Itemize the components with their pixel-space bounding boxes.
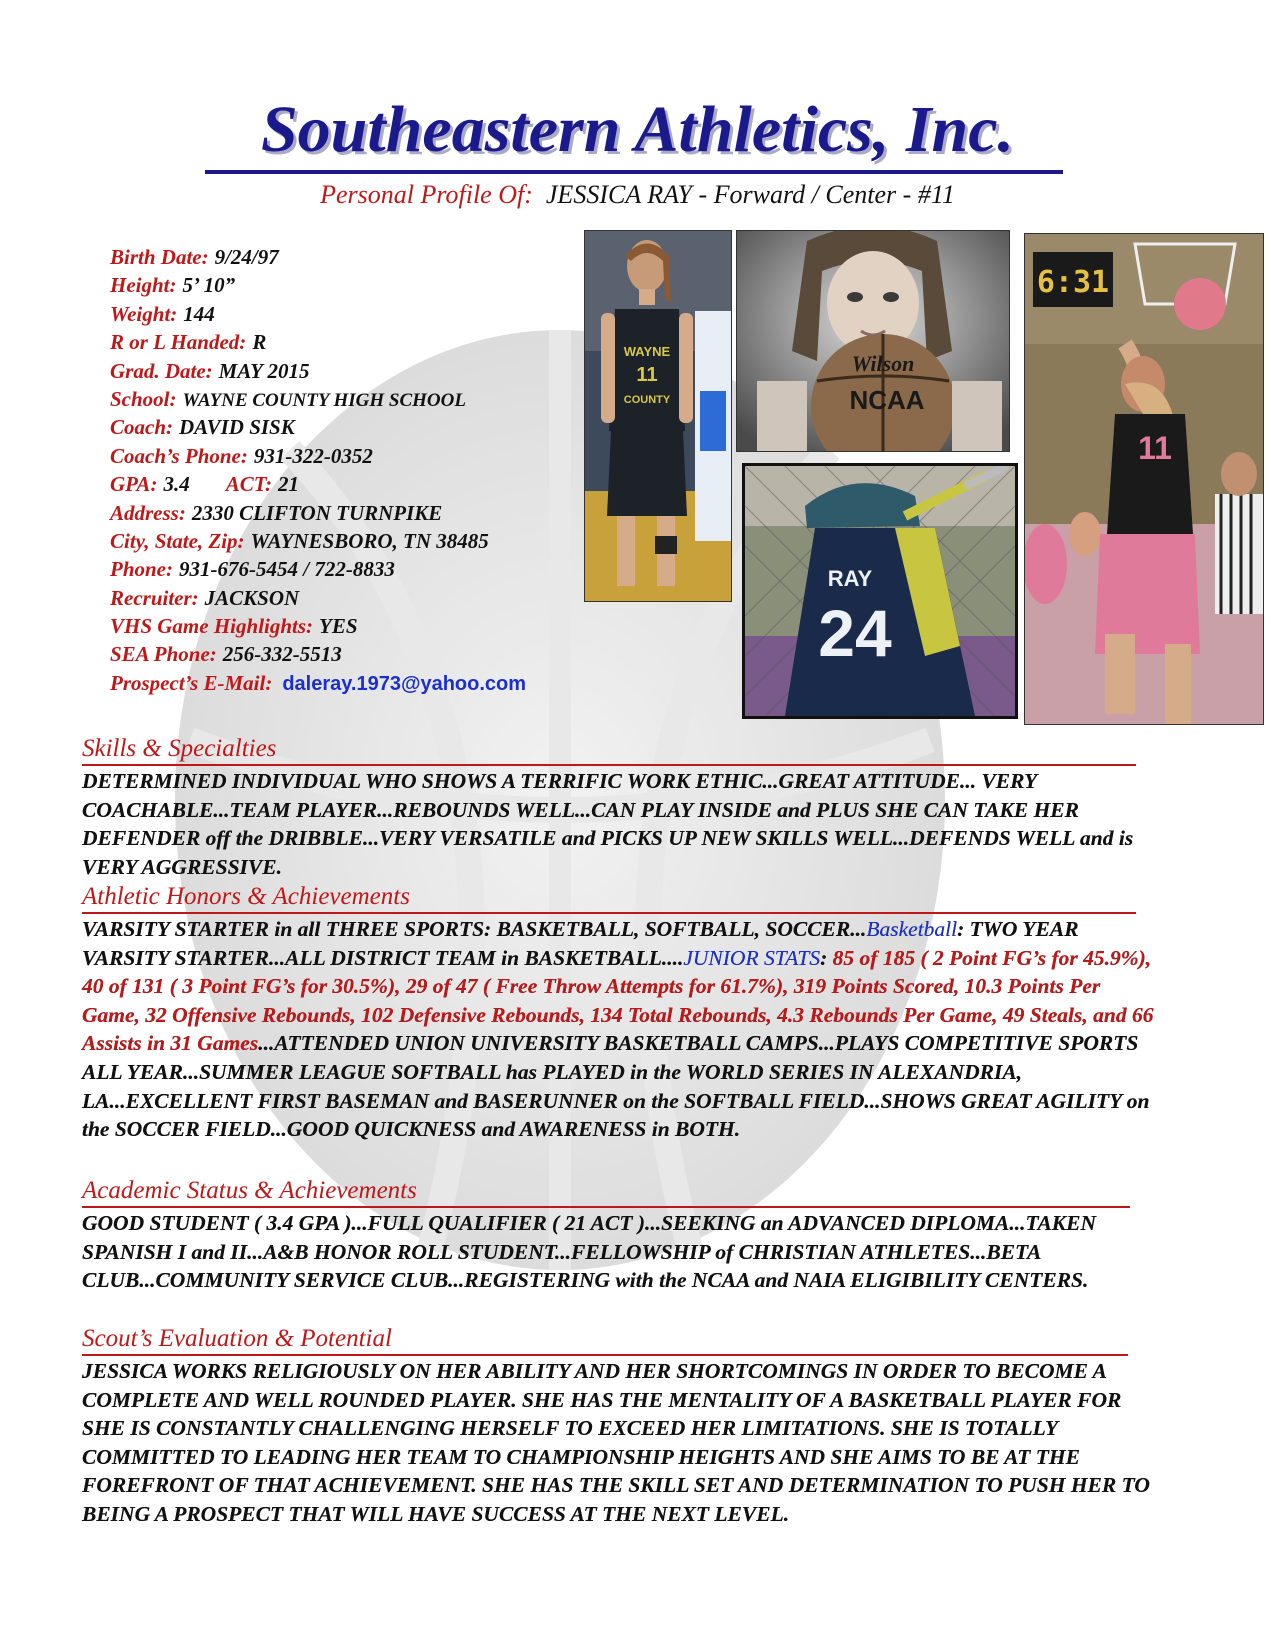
athletic-stats: 85 of 185 ( 2 Point FG’s for 45.9%), 40 of 131 ( 3 Point FG’s for 30.5%), 29 of 47 ( Free Throw Attempts for 61.7%), 319 Points Scored, 10.3 Points Per Game, 32 Offensive Rebounds, 102 Defensive Rebounds, 134 Total Rebounds, 4.3 Rebounds Per Game, 49 Steals, and 66 Assists in 31 Games [82, 945, 1154, 1056]
city-label: City, State, Zip: [110, 528, 245, 553]
birth-date-value: 9/24/97 [214, 245, 279, 269]
photo-basketball-standing [584, 230, 732, 602]
recruiter-value: JACKSON [204, 585, 300, 610]
grad-date-label: Grad. Date: [110, 358, 213, 383]
ball-ncaa-text: NCAA [849, 385, 925, 415]
profile-info [110, 243, 590, 697]
handed-label: R or L Handed: [110, 330, 247, 355]
title-underline [205, 170, 1063, 174]
gpa-act-row [110, 470, 590, 498]
skills-heading: Skills & Specialties [82, 735, 277, 762]
softball-number-text: 24 [818, 596, 892, 670]
city-row [110, 527, 590, 555]
phone-label: Phone: [110, 557, 173, 582]
athletic-basketball: Basketball [866, 917, 958, 941]
subtitle-value: JESSICA RAY - Forward / Center - #11 [545, 180, 955, 209]
athletic-rule [82, 912, 1136, 914]
email-label: Prospect’s E-Mail: [110, 670, 273, 695]
birth-date-label: Birth Date: [110, 245, 209, 269]
profile-subtitle [0, 180, 1275, 210]
height-label: Height: [110, 273, 177, 298]
phone-row [110, 555, 590, 583]
coach-value: DAVID SISK [179, 415, 295, 440]
school-label: School: [110, 386, 177, 411]
sea-phone-label: SEA Phone: [110, 642, 217, 667]
scout-text: JESSICA WORKS RELIGIOUSLY ON HER ABILITY AND HER SHORTCOMINGS IN ORDER TO BECOME A COMPLETE AND WELL ROUNDED PLAYER. SHE HAS THE MENTALITY OF A BASKETBALL PLAYER FOR SHE IS CONSTANTLY CHALLENGING HERSELF TO EXCEED HER LIMITATIONS. SHE IS TOTALLY COMMITTED TO LEADING HER TEAM TO CHAMPIONSHIP HEIGHTS AND SHE AIMS TO BE AT THE FOREFRONT OF THAT ACHIEVEMENT. SHE HAS THE SKILL SET AND DETERMINATION TO PUSH HER TO BEING A PROSPECT THAT WILL HAVE SUCCESS AT THE NEXT LEVEL. [82, 1359, 1150, 1526]
athletic-text-2: : TWO YEAR VARSITY STARTER...ALL DISTRICT TEAM in BASKETBALL.... [82, 917, 1079, 970]
grad-date-value: MAY 2015 [218, 358, 310, 383]
jersey-text-wayne: WAYNE [623, 344, 671, 359]
photo-basketball-layup [1024, 233, 1264, 725]
coach-phone-row [110, 442, 590, 470]
address-value: 2330 CLIFTON TURNPIKE [191, 500, 443, 525]
school-value: WAYNE COUNTY HIGH SCHOOL [182, 389, 466, 411]
weight-label: Weight: [110, 301, 178, 326]
page-title: Southeastern Athletics, Inc. [260, 93, 1015, 166]
recruiter-label: Recruiter: [110, 585, 199, 610]
coach-phone-label: Coach’s Phone: [110, 443, 248, 468]
act-value: 21 [277, 472, 299, 497]
skills-text: DETERMINED INDIVIDUAL WHO SHOWS A TERRIFIC WORK ETHIC...GREAT ATTITUDE... VERY COACHABLE...TEAM PLAYER...REBOUNDS WELL...CAN PLAY INSIDE and PLUS SHE CAN TAKE HER DEFENDER off the DRIBBLE...VERY VERSATILE and PICKS UP NEW SKILLS WELL...DEFENDS WELL and is VERY AGGRESSIVE. [82, 769, 1134, 879]
photo-portrait-ball [736, 230, 1010, 452]
scoreboard-time: 6:31 [1036, 265, 1110, 300]
jersey-text-county: COUNTY [623, 394, 671, 406]
athletic-heading: Athletic Honors & Achievements [82, 883, 410, 910]
city-value: WAYNESBORO, TN 38485 [250, 528, 489, 553]
height-row [110, 271, 590, 299]
softball-name-text: RAY [827, 566, 873, 591]
act-label: ACT: [225, 472, 272, 497]
address-row [110, 499, 590, 527]
academic-text: GOOD STUDENT ( 3.4 GPA )...FULL QUALIFIER ( 21 ACT )...SEEKING an ADVANCED DIPLOMA...TAKEN SPANISH I and II...A&B HONOR ROLL STUDENT...FELLOWSHIP of CHRISTIAN ATHLETES...BETA CLUB...COMMUNITY SERVICE CLUB...REGISTERING with the NCAA and NAIA ELIGIBILITY CENTERS. [82, 1211, 1096, 1293]
school-row [110, 385, 590, 413]
vhs-value: YES [319, 614, 358, 639]
ball-brand-text: Wilson [851, 351, 915, 376]
photo-softball-batter [742, 463, 1018, 719]
athletic-text-3: ...ATTENDED UNION UNIVERSITY BASKETBALL CAMPS...PLAYS COMPETITIVE SPORTS ALL YEAR...SUMMER LEAGUE SOFTBALL has PLAYED in the WORLD SERIES IN ALEXANDRIA, LA...EXCELLENT FIRST BASEMAN and BASERUNNER on the SOFTBALL FIELD...SHOWS GREAT AGILITY on the SOCCER FIELD...GOOD QUICKNESS and AWARENESS in BOTH. [82, 1031, 1150, 1142]
sea-phone-row [110, 640, 590, 668]
birth-date-row [110, 243, 590, 271]
coach-phone-value: 931-322-0352 [253, 443, 373, 468]
scout-heading: Scout’s Evaluation & Potential [82, 1325, 392, 1352]
phone-value: 931-676-5454 / 722-8833 [179, 557, 395, 582]
handed-value: R [252, 330, 267, 355]
vhs-label: VHS Game Highlights: [110, 614, 314, 639]
sea-phone-value: 256-332-5513 [222, 642, 342, 667]
handed-row [110, 328, 590, 356]
pink-jersey-number: 11 [1138, 430, 1172, 466]
academic-heading: Academic Status & Achievements [82, 1177, 417, 1204]
vhs-row [110, 612, 590, 640]
scout-rule [82, 1354, 1128, 1356]
height-value: 5’ 10” [182, 273, 236, 298]
email-row [110, 669, 590, 697]
coach-label: Coach: [110, 415, 173, 440]
skills-rule [82, 764, 1136, 766]
athletic-text [82, 915, 1157, 1144]
gpa-label: GPA: [110, 472, 158, 497]
athletic-junior-stats: JUNIOR STATS [683, 945, 821, 970]
address-label: Address: [110, 500, 186, 525]
grad-date-row [110, 357, 590, 385]
jersey-number-11: 11 [636, 364, 658, 386]
athletic-text-1: VARSITY STARTER in all THREE SPORTS: BASKETBALL, SOFTBALL, SOCCER... [82, 917, 867, 941]
coach-row [110, 413, 590, 441]
email-link[interactable]: daleray.1973@yahoo.com [282, 672, 527, 695]
gpa-value: 3.4 [163, 472, 190, 497]
weight-value: 144 [183, 301, 215, 326]
subtitle-label: Personal Profile Of: [320, 180, 533, 209]
athletic-colon: : [820, 945, 833, 970]
recruiter-row [110, 584, 590, 612]
academic-rule [82, 1206, 1130, 1208]
weight-row [110, 300, 590, 328]
